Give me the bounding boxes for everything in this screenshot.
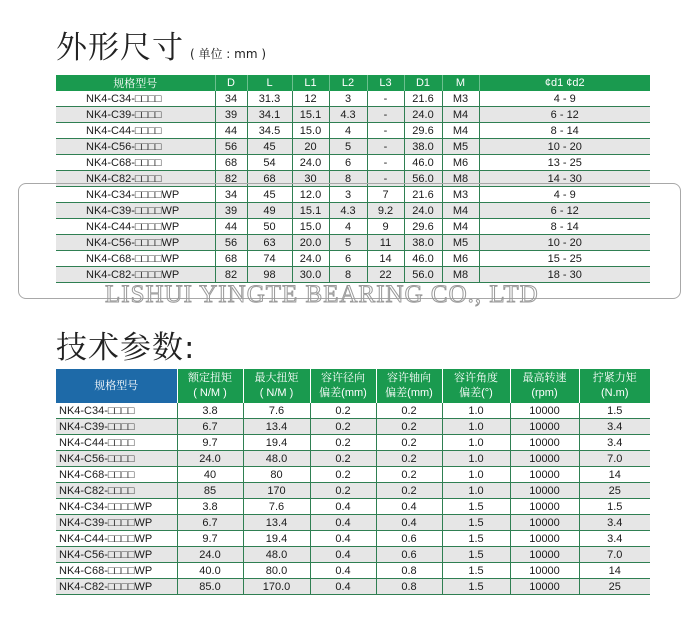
dims-value-cell: 5 (329, 139, 367, 155)
dims-header-cell: M (442, 75, 479, 91)
tech-value-cell: 170.0 (243, 579, 310, 595)
dims-value-cell: 8 - 14 (479, 123, 650, 139)
model-cell: NK4-C56-□□□□ (56, 451, 177, 467)
dims-value-cell: - (367, 155, 404, 171)
dims-value-cell: 49 (247, 203, 292, 219)
dims-value-cell: 11 (367, 235, 404, 251)
dims-value-cell: M4 (442, 203, 479, 219)
tech-value-cell: 0.4 (376, 499, 442, 515)
tech-row (56, 531, 650, 547)
tech-value-cell: 25 (579, 579, 650, 595)
dims-value-cell: - (367, 107, 404, 123)
tech-value-cell: 3.4 (579, 515, 650, 531)
tech-title-text: 技术参数: (56, 330, 196, 366)
tech-header-cell (510, 369, 579, 403)
dims-value-cell: 54 (247, 155, 292, 171)
dims-value-cell: 30.0 (292, 267, 329, 283)
dims-value-cell: 20.0 (292, 235, 329, 251)
dims-value-cell: 63 (247, 235, 292, 251)
dims-row (56, 123, 650, 139)
tech-value-cell: 0.2 (376, 403, 442, 419)
tech-value-cell: 0.4 (310, 579, 376, 595)
tech-value-cell: 0.4 (376, 515, 442, 531)
dims-value-cell: - (367, 139, 404, 155)
dims-value-cell: 15.0 (292, 219, 329, 235)
dims-value-cell: M4 (442, 107, 479, 123)
model-cell: NK4-C34-□□□□ (56, 403, 177, 419)
dims-value-cell: 13 - 25 (479, 155, 650, 171)
tech-value-cell: 19.4 (243, 435, 310, 451)
tech-value-cell: 0.2 (310, 467, 376, 483)
tech-value-cell: 1.5 (442, 563, 510, 579)
tech-value-cell: 1.5 (442, 531, 510, 547)
dims-value-cell: 22 (367, 267, 404, 283)
dims-value-cell: M5 (442, 139, 479, 155)
dims-value-cell: 14 - 30 (479, 171, 650, 187)
dims-value-cell: 38.0 (404, 139, 442, 155)
tech-value-cell: 0.2 (310, 419, 376, 435)
tech-value-cell: 3.4 (579, 435, 650, 451)
model-cell: NK4-C34-□□□□ (56, 91, 215, 107)
model-cell: NK4-C39-□□□□WP (56, 203, 215, 219)
tech-header-cell (376, 369, 442, 403)
tech-value-cell: 6.7 (177, 419, 243, 435)
tech-value-cell: 10000 (510, 531, 579, 547)
dims-header-cell: 规格型号 (56, 75, 215, 91)
dims-value-cell: M4 (442, 123, 479, 139)
tech-header-line: 拧紧力矩 (592, 372, 637, 384)
tech-row (56, 435, 650, 451)
tech-value-cell: 9.7 (177, 435, 243, 451)
dims-value-cell: 4 - 9 (479, 91, 650, 107)
dims-value-cell: 14 (367, 251, 404, 267)
tech-row (56, 451, 650, 467)
tech-header-cell (442, 369, 510, 403)
dims-value-cell: 39 (215, 203, 247, 219)
dims-value-cell: 6 - 12 (479, 203, 650, 219)
dims-value-cell: 34 (215, 187, 247, 203)
dims-row (56, 91, 650, 107)
model-cell: NK4-C68-□□□□ (56, 155, 215, 171)
tech-value-cell: 24.0 (177, 451, 243, 467)
dims-value-cell: 4.3 (329, 203, 367, 219)
dims-value-cell: 24.0 (292, 155, 329, 171)
dims-value-cell: 24.0 (292, 251, 329, 267)
tech-value-cell: 0.4 (310, 563, 376, 579)
tech-header-line: 最大扭矩 (254, 372, 299, 384)
dims-value-cell: 39 (215, 107, 247, 123)
dims-value-cell: 34.1 (247, 107, 292, 123)
tech-value-cell: 80 (243, 467, 310, 483)
model-cell: NK4-C82-□□□□WP (56, 579, 177, 595)
dims-row (56, 139, 650, 155)
model-cell: NK4-C39-□□□□ (56, 419, 177, 435)
model-cell: NK4-C34-□□□□WP (56, 187, 215, 203)
tech-section-title (56, 322, 195, 367)
dims-value-cell: 98 (247, 267, 292, 283)
tech-value-cell: 0.2 (310, 483, 376, 499)
tech-value-cell: 48.0 (243, 547, 310, 563)
dims-value-cell: - (367, 91, 404, 107)
tech-row (56, 483, 650, 499)
dims-value-cell: 68 (215, 251, 247, 267)
model-cell: NK4-C39-□□□□WP (56, 515, 177, 531)
dims-value-cell: 50 (247, 219, 292, 235)
dims-value-cell: - (367, 123, 404, 139)
dims-value-cell: 56 (215, 139, 247, 155)
dims-header-cell: D1 (404, 75, 442, 91)
tech-header-line: 偏差(mm) (319, 387, 367, 399)
tech-value-cell: 0.4 (310, 531, 376, 547)
dims-value-cell: 8 (329, 171, 367, 187)
dims-value-cell: 31.3 (247, 91, 292, 107)
dims-value-cell: 68 (247, 171, 292, 187)
tech-value-cell: 1.0 (442, 435, 510, 451)
tech-value-cell: 40 (177, 467, 243, 483)
dims-header-cell: L (247, 75, 292, 91)
tech-header-line: (rpm) (531, 387, 558, 399)
dims-row (56, 107, 650, 123)
tech-header-row (56, 369, 650, 403)
dims-value-cell: 3 (329, 187, 367, 203)
tech-value-cell: 0.8 (376, 563, 442, 579)
dims-value-cell: 24.0 (404, 203, 442, 219)
dims-header-cell: L2 (329, 75, 367, 91)
dims-value-cell: M8 (442, 267, 479, 283)
tech-header-line: 偏差(°) (459, 387, 493, 399)
tech-row (56, 547, 650, 563)
tech-value-cell: 24.0 (177, 547, 243, 563)
dims-value-cell: 15 - 25 (479, 251, 650, 267)
tech-row (56, 563, 650, 579)
tech-value-cell: 14 (579, 467, 650, 483)
tech-value-cell: 1.5 (579, 499, 650, 515)
tech-value-cell: 1.0 (442, 467, 510, 483)
dims-value-cell: 6 (329, 155, 367, 171)
tech-header-line: ( N/M ) (193, 387, 227, 399)
tech-value-cell: 40.0 (177, 563, 243, 579)
dims-value-cell: 15.1 (292, 203, 329, 219)
tech-value-cell: 1.5 (442, 579, 510, 595)
tech-value-cell: 19.4 (243, 531, 310, 547)
dims-value-cell: 46.0 (404, 251, 442, 267)
tech-value-cell: 0.8 (376, 579, 442, 595)
dims-value-cell: 4 - 9 (479, 187, 650, 203)
dims-section-title (56, 22, 266, 67)
tech-header-line: ( N/M ) (259, 387, 294, 399)
tech-value-cell: 1.5 (442, 547, 510, 563)
tech-value-cell: 13.4 (243, 419, 310, 435)
dims-value-cell: M4 (442, 219, 479, 235)
dims-value-cell: 9 (367, 219, 404, 235)
tech-value-cell: 3.4 (579, 419, 650, 435)
dims-value-cell: 4 (329, 219, 367, 235)
dims-value-cell: 6 (329, 251, 367, 267)
dims-value-cell: 74 (247, 251, 292, 267)
tech-value-cell: 10000 (510, 499, 579, 515)
tech-header-line: (N.m) (601, 387, 629, 399)
dims-value-cell: 15.1 (292, 107, 329, 123)
dims-value-cell: 56.0 (404, 267, 442, 283)
model-cell: NK4-C39-□□□□ (56, 107, 215, 123)
tech-value-cell: 0.2 (310, 451, 376, 467)
tech-value-cell: 7.6 (243, 403, 310, 419)
tech-header-line: 容许角度 (454, 372, 498, 384)
tech-row (56, 499, 650, 515)
tech-value-cell: 10000 (510, 467, 579, 483)
tech-value-cell: 0.6 (376, 531, 442, 547)
tech-header-line: 偏差(mm) (385, 387, 433, 399)
dims-value-cell: 38.0 (404, 235, 442, 251)
dims-value-cell: 56 (215, 235, 247, 251)
model-cell: NK4-C44-□□□□WP (56, 219, 215, 235)
dims-value-cell: 3 (329, 91, 367, 107)
dims-value-cell: M8 (442, 171, 479, 187)
dims-value-cell: 8 - 14 (479, 219, 650, 235)
tech-header-line: 规格型号 (94, 379, 139, 392)
dims-value-cell: 15.0 (292, 123, 329, 139)
tech-value-cell: 1.0 (442, 403, 510, 419)
dims-value-cell: 56.0 (404, 171, 442, 187)
model-cell: NK4-C68-□□□□ (56, 467, 177, 483)
tech-value-cell: 9.7 (177, 531, 243, 547)
dims-value-cell: 29.6 (404, 219, 442, 235)
tech-value-cell: 1.5 (442, 515, 510, 531)
dims-value-cell: 10 - 20 (479, 139, 650, 155)
tech-value-cell: 3.4 (579, 531, 650, 547)
tech-value-cell: 3.8 (177, 499, 243, 515)
dims-value-cell: 18 - 30 (479, 267, 650, 283)
dims-value-cell: 68 (215, 155, 247, 171)
dims-value-cell: 21.6 (404, 187, 442, 203)
dims-value-cell: M5 (442, 235, 479, 251)
tech-value-cell: 85.0 (177, 579, 243, 595)
model-cell: NK4-C82-□□□□ (56, 483, 177, 499)
tech-value-cell: 80.0 (243, 563, 310, 579)
tech-value-cell: 0.2 (310, 403, 376, 419)
tech-value-cell: 13.4 (243, 515, 310, 531)
tech-value-cell: 48.0 (243, 451, 310, 467)
dims-value-cell: 9.2 (367, 203, 404, 219)
model-cell: NK4-C56-□□□□WP (56, 547, 177, 563)
tech-value-cell: 3.8 (177, 403, 243, 419)
tech-value-cell: 1.0 (442, 451, 510, 467)
model-cell: NK4-C68-□□□□WP (56, 251, 215, 267)
dims-header-row (56, 75, 650, 91)
dims-value-cell: 6 - 12 (479, 107, 650, 123)
dims-value-cell: M3 (442, 187, 479, 203)
tech-value-cell: 7.6 (243, 499, 310, 515)
tech-header-line: 容许径向 (321, 372, 365, 384)
dims-value-cell: 4 (329, 123, 367, 139)
tech-params-table (56, 369, 650, 595)
model-cell: NK4-C34-□□□□WP (56, 499, 177, 515)
tech-value-cell: 10000 (510, 403, 579, 419)
tech-value-cell: 0.2 (376, 419, 442, 435)
model-cell: NK4-C44-□□□□ (56, 123, 215, 139)
tech-value-cell: 10000 (510, 483, 579, 499)
dims-value-cell: 24.0 (404, 107, 442, 123)
tech-value-cell: 85 (177, 483, 243, 499)
tech-value-cell: 6.7 (177, 515, 243, 531)
tech-header-cell (243, 369, 310, 403)
tech-value-cell: 10000 (510, 579, 579, 595)
dims-value-cell: M6 (442, 155, 479, 171)
dims-title-text: 外形尺寸 (56, 30, 184, 66)
tech-header-cell (56, 369, 177, 403)
dims-value-cell: 44 (215, 219, 247, 235)
tech-value-cell: 10000 (510, 419, 579, 435)
dims-value-cell: - (367, 171, 404, 187)
dims-value-cell: 4.3 (329, 107, 367, 123)
tech-row (56, 419, 650, 435)
tech-value-cell: 0.2 (376, 483, 442, 499)
dims-value-cell: 46.0 (404, 155, 442, 171)
dims-value-cell: M6 (442, 251, 479, 267)
dims-value-cell: 45 (247, 187, 292, 203)
dims-header-cell: L3 (367, 75, 404, 91)
tech-row (56, 467, 650, 483)
dims-value-cell: 12.0 (292, 187, 329, 203)
company-watermark: LISHUI YINGTE BEARING CO., LTD (105, 281, 539, 308)
dims-value-cell: 21.6 (404, 91, 442, 107)
model-cell: NK4-C56-□□□□ (56, 139, 215, 155)
tech-value-cell: 0.2 (376, 467, 442, 483)
dims-header-cell: L1 (292, 75, 329, 91)
tech-value-cell: 0.2 (376, 435, 442, 451)
tech-value-cell: 0.4 (310, 547, 376, 563)
tech-value-cell: 0.4 (310, 499, 376, 515)
model-cell: NK4-C56-□□□□WP (56, 235, 215, 251)
dims-header-cell: ¢d1 ¢d2 (479, 75, 650, 91)
dims-value-cell: 44 (215, 123, 247, 139)
tech-header-line: 容许轴向 (387, 372, 431, 384)
tech-header-cell (177, 369, 243, 403)
model-cell: NK4-C44-□□□□ (56, 435, 177, 451)
model-cell: NK4-C82-□□□□ (56, 171, 215, 187)
tech-value-cell: 10000 (510, 515, 579, 531)
dims-value-cell: 29.6 (404, 123, 442, 139)
model-cell: NK4-C82-□□□□WP (56, 267, 215, 283)
tech-header-line: 额定扭矩 (188, 372, 232, 384)
tech-row (56, 403, 650, 419)
tech-value-cell: 0.2 (310, 435, 376, 451)
tech-value-cell: 10000 (510, 435, 579, 451)
tech-value-cell: 25 (579, 483, 650, 499)
dims-value-cell: 5 (329, 235, 367, 251)
tech-header-cell (310, 369, 376, 403)
dims-value-cell: 34.5 (247, 123, 292, 139)
tech-value-cell: 10000 (510, 451, 579, 467)
dims-value-cell: 45 (247, 139, 292, 155)
dims-header-cell: D (215, 75, 247, 91)
dims-value-cell: 34 (215, 91, 247, 107)
model-cell: NK4-C44-□□□□WP (56, 531, 177, 547)
tech-value-cell: 7.0 (579, 451, 650, 467)
dims-unit-label: ( 单位 : mm ) (190, 47, 267, 61)
tech-row (56, 579, 650, 595)
tech-value-cell: 0.2 (376, 451, 442, 467)
tech-value-cell: 1.0 (442, 483, 510, 499)
tech-value-cell: 170 (243, 483, 310, 499)
tech-value-cell: 7.0 (579, 547, 650, 563)
dims-value-cell: 30 (292, 171, 329, 187)
tech-value-cell: 1.5 (442, 499, 510, 515)
tech-value-cell: 14 (579, 563, 650, 579)
tech-header-line: 最高转速 (522, 372, 567, 384)
model-cell: NK4-C68-□□□□WP (56, 563, 177, 579)
dims-row (56, 155, 650, 171)
dims-value-cell: 82 (215, 267, 247, 283)
tech-header-cell (579, 369, 650, 403)
tech-value-cell: 1.0 (442, 419, 510, 435)
dims-value-cell: 82 (215, 171, 247, 187)
tech-value-cell: 0.6 (376, 547, 442, 563)
dims-value-cell: 20 (292, 139, 329, 155)
dims-value-cell: 8 (329, 267, 367, 283)
tech-value-cell: 10000 (510, 563, 579, 579)
dims-value-cell: 12 (292, 91, 329, 107)
dims-value-cell: 10 - 20 (479, 235, 650, 251)
dims-value-cell: M3 (442, 91, 479, 107)
dims-value-cell: 7 (367, 187, 404, 203)
tech-value-cell: 1.5 (579, 403, 650, 419)
tech-value-cell: 10000 (510, 547, 579, 563)
tech-row (56, 515, 650, 531)
tech-value-cell: 0.4 (310, 515, 376, 531)
